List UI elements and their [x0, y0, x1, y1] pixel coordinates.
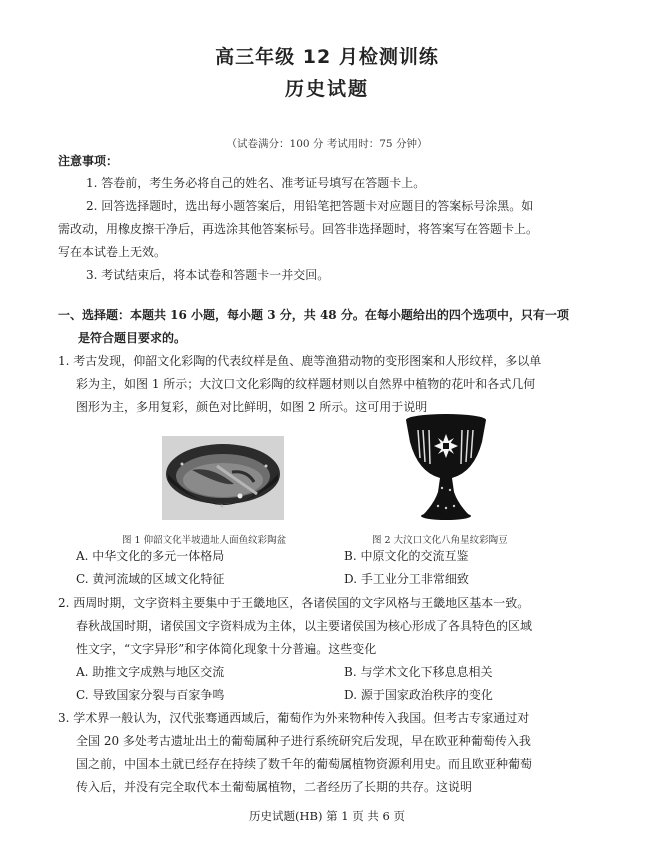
question-1-text: 1. 考古发现，仰韶文化彩陶的代表纹样是鱼、鹿等渔猎动物的变形图案和人形纹样，多以单 — [58, 354, 542, 368]
option-d: D. 手工业分工非常细致 — [344, 572, 469, 586]
subject-title: 历史试题 — [284, 78, 369, 100]
bowl-icon — [162, 436, 284, 520]
question-3-text: 国之前，中国本土就已经存在持续了数千年的葡萄属植物资源利用史。而且欧亚种葡萄 — [76, 757, 533, 771]
question-2-text: 春秋战国时期，诸侯国文字资料成为主体，以主要诸侯国为核心形成了各具特色的区域 — [76, 619, 533, 633]
question-2-text: 2. 西周时期，文字资料主要集中于王畿地区，各诸侯国的文字风格与王畿地区基本一致。 — [58, 596, 530, 610]
exam-meta: （试卷满分：100 分 考试用时：75 分钟） — [226, 138, 428, 150]
page-footer: 历史试题(HB) 第 1 页 共 6 页 — [248, 809, 406, 823]
notice-heading: 注意事项： — [58, 154, 119, 168]
notice-line: 写在本试卷上无效。 — [58, 245, 167, 259]
painted-pottery-dou-image — [400, 412, 490, 522]
painted-pottery-basin-image — [162, 436, 284, 520]
figure-1-caption: 图 1 仰韶文化半坡遗址人面鱼纹彩陶盆 — [122, 535, 287, 546]
option-c: C. 导致国家分裂与百家争鸣 — [76, 688, 225, 702]
section-heading-cont: 是符合题目要求的。 — [78, 331, 187, 345]
question-1-text: 图形为主，多用复彩，颜色对比鲜明，如图 2 所示。这可用于说明 — [76, 400, 428, 414]
question-3-text: 全国 20 多处考古遗址出土的葡萄属种子进行系统研究后发现，早在欧亚种葡萄传入我 — [76, 734, 531, 748]
question-3-text: 传入后，并没有完全取代本土葡萄属植物，二者经历了长期的共存。这说明 — [76, 780, 473, 794]
exam-title: 高三年级 12 月检测训练 — [215, 46, 439, 68]
option-c: C. 黄河流域的区域文化特征 — [76, 572, 225, 586]
question-3-text: 3. 学术界一般认为，汉代张骞通西域后，葡萄作为外来物种传入我国。但考古专家通过对 — [58, 711, 530, 725]
section-heading: 一、选择题：本题共 16 小题，每小题 3 分，共 48 分。在每小题给出的四个选项中，只有一项 — [58, 308, 569, 322]
option-b: B. 中原文化的交流互鉴 — [344, 549, 469, 563]
notice-line: 3. 考试结束后，将本试卷和答题卡一并交回。 — [86, 268, 330, 282]
notice-line: 1. 答卷前，考生务必将自己的姓名、准考证号填写在答题卡上。 — [86, 176, 426, 190]
option-b: B. 与学术文化下移息息相关 — [344, 665, 493, 679]
question-2-text: 性文字，“文字异形”和字体简化现象十分普遍。这些变化 — [76, 642, 377, 656]
notice-line: 2. 回答选择题时，选出每小题答案后，用铅笔把答题卡对应题目的答案标号涂黑。如 — [86, 199, 534, 213]
notice-line: 需改动，用橡皮擦干净后，再选涂其他答案标号。回答非选择题时，将答案写在答题卡上。 — [58, 222, 539, 236]
option-a: A. 助推文字成熟与地区交流 — [76, 665, 225, 679]
figure-2-caption: 图 2 大汶口文化八角星纹彩陶豆 — [372, 535, 508, 546]
goblet-icon — [400, 412, 490, 522]
option-d: D. 源于国家政治秩序的变化 — [344, 688, 493, 702]
option-a: A. 中华文化的多元一体格局 — [76, 549, 225, 563]
question-1-text: 彩为主，如图 1 所示；大汶口文化彩陶的纹样题材则以自然界中植物的花叶和各式几何 — [76, 377, 536, 391]
